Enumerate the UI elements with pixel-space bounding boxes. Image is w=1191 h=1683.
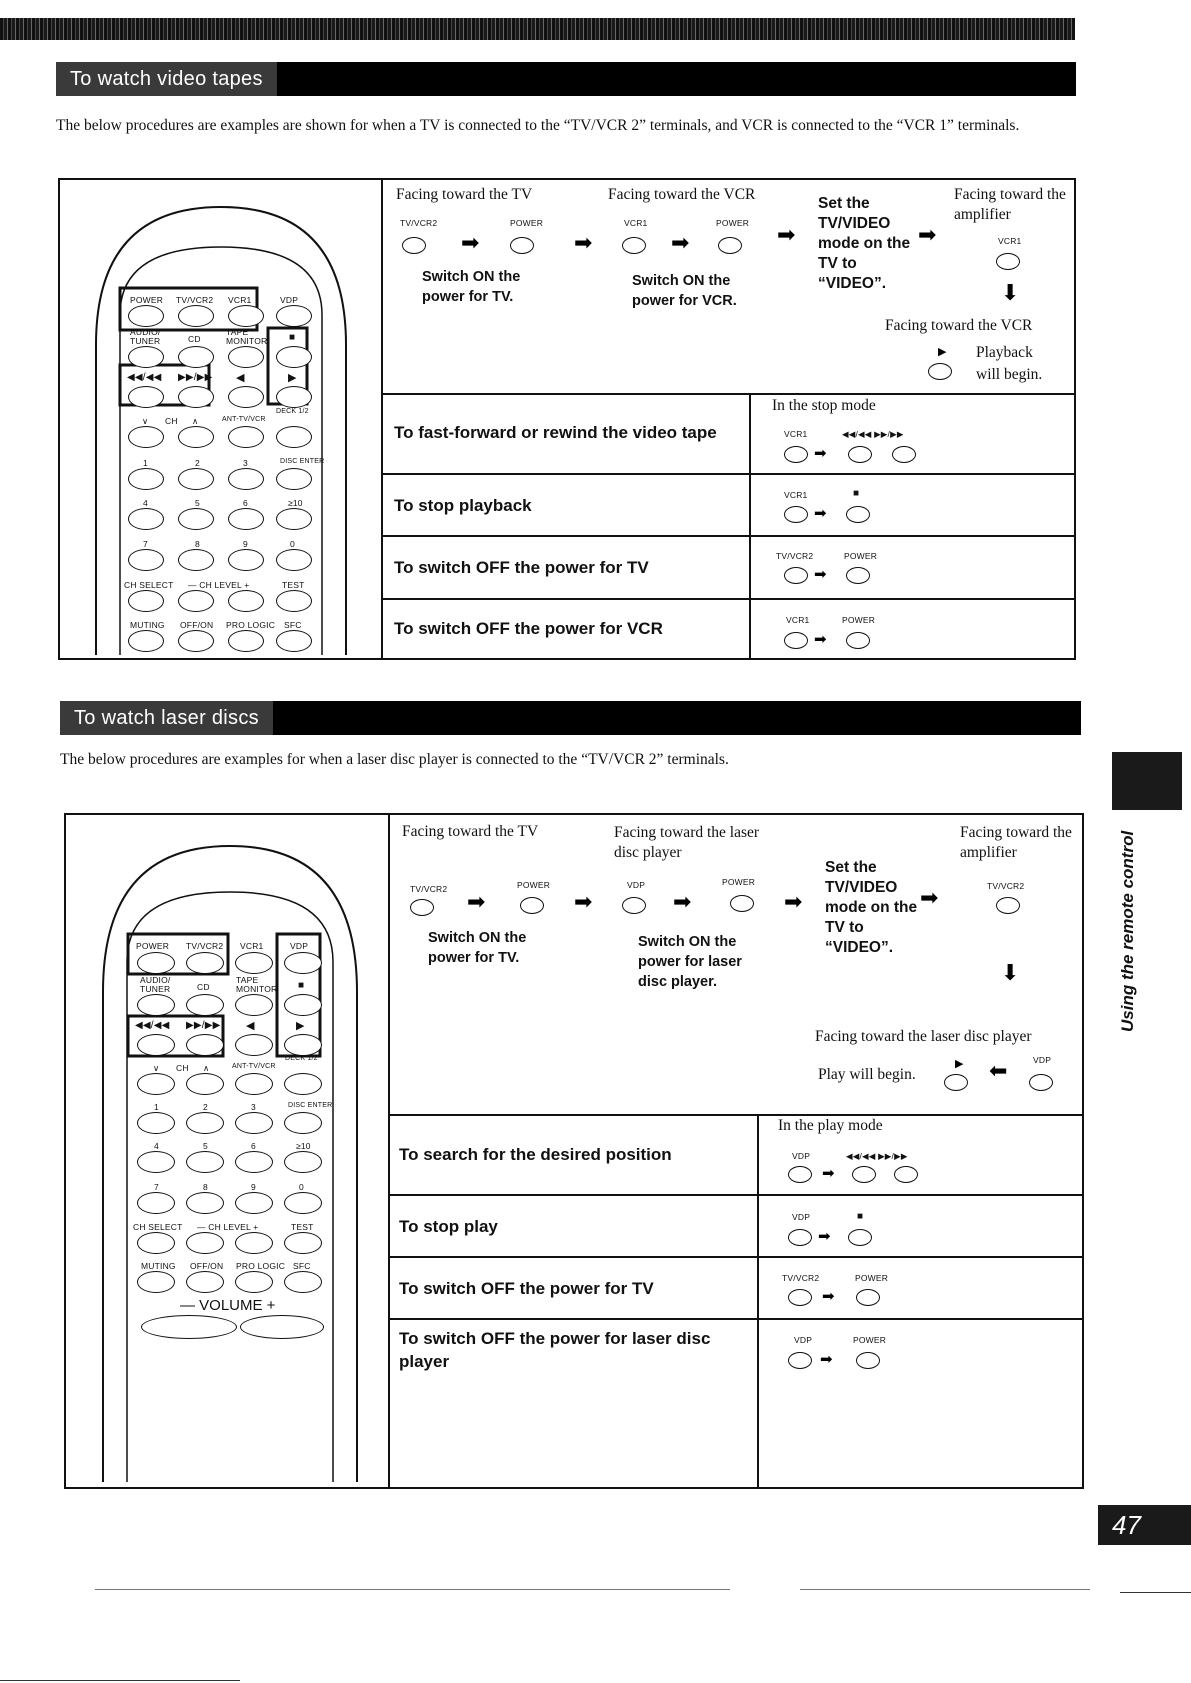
footer-rule bbox=[95, 1589, 730, 1590]
channel-down-key[interactable] bbox=[137, 1073, 175, 1095]
digit-0-key[interactable] bbox=[284, 1192, 322, 1214]
remote-key-label: CH SELECT bbox=[133, 1222, 183, 1232]
remote-key-label: VDP bbox=[290, 941, 309, 951]
remote-key-label: 5 bbox=[195, 498, 200, 508]
remote-key-label: 2 bbox=[203, 1102, 208, 1112]
power-button[interactable] bbox=[856, 1352, 880, 1369]
ch-select-key[interactable] bbox=[128, 590, 164, 612]
remote-key-label: DECK 1/2 bbox=[276, 408, 309, 415]
ant-tv-vcr-key[interactable] bbox=[235, 1073, 273, 1095]
remote-key-label: CH bbox=[176, 1063, 189, 1073]
vcr1-button[interactable] bbox=[996, 253, 1020, 270]
remote-key-label: SFC bbox=[293, 1261, 311, 1271]
power-button[interactable] bbox=[846, 632, 870, 649]
ch-level-down-key[interactable] bbox=[186, 1232, 224, 1254]
tv-vcr2-key[interactable] bbox=[178, 305, 214, 327]
stop-icon: ■ bbox=[289, 332, 296, 343]
button-label: POWER bbox=[510, 218, 544, 228]
remote-key-label: 3 bbox=[251, 1102, 256, 1112]
stop-button[interactable] bbox=[846, 506, 870, 523]
remote-key-label: PRO LOGIC bbox=[226, 620, 276, 630]
pro-logic-off-on-key[interactable] bbox=[186, 1271, 224, 1293]
fast-forward-key[interactable] bbox=[178, 386, 214, 408]
reverse-play-icon: ◀ bbox=[246, 1020, 255, 1032]
remote-key-label: ∨ bbox=[142, 416, 149, 426]
remote-key-label: 8 bbox=[203, 1182, 208, 1192]
divider bbox=[381, 535, 1076, 537]
remote-key-label: TEST bbox=[282, 580, 305, 590]
digit-4-key[interactable] bbox=[137, 1151, 175, 1173]
remote-key-label: CH SELECT bbox=[124, 580, 174, 590]
remote-key-label: VCR1 bbox=[228, 295, 252, 305]
remote-key-label: 5 bbox=[203, 1141, 208, 1151]
audio-tuner-key[interactable] bbox=[137, 994, 175, 1016]
button-label: TV/VCR2 bbox=[782, 1273, 820, 1283]
remote-key-label: 7 bbox=[143, 539, 148, 549]
vcr1-button[interactable] bbox=[784, 446, 808, 463]
section-intro: The below procedures are examples are shown for when a TV is connected to the “TV/VCR 2” terminals, and VCR is connected to the “VCR 1” terminals. bbox=[56, 117, 1020, 134]
deck-key[interactable] bbox=[284, 1073, 322, 1095]
audio-tuner-key[interactable] bbox=[128, 346, 164, 368]
digit-9-key[interactable] bbox=[228, 549, 264, 571]
reverse-play-icon: ◀ bbox=[236, 372, 245, 384]
vdp-key[interactable] bbox=[284, 952, 322, 974]
arrow-right-icon: ➡ bbox=[918, 223, 937, 248]
step-heading: Facing toward the laser disc player bbox=[614, 824, 760, 861]
digit-3-key[interactable] bbox=[235, 1112, 273, 1134]
mode-note: In the stop mode bbox=[772, 397, 876, 414]
deck-key[interactable] bbox=[276, 426, 312, 448]
ten-plus-key[interactable] bbox=[284, 1151, 322, 1173]
footer-rule bbox=[1120, 1592, 1191, 1593]
test-key[interactable] bbox=[276, 590, 312, 612]
tv-vcr2-button[interactable] bbox=[402, 237, 426, 254]
vdp-button[interactable] bbox=[788, 1229, 812, 1246]
channel-up-key[interactable] bbox=[186, 1073, 224, 1095]
section-header-video-tapes bbox=[56, 62, 1076, 96]
play-icon: ▶ bbox=[938, 345, 947, 358]
remote-key-label: TAPE MONITOR bbox=[236, 975, 278, 994]
button-label: VCR1 bbox=[786, 615, 810, 625]
step-description: Switch ON the power for TV. bbox=[422, 269, 521, 305]
remote-key-label: ∧ bbox=[192, 416, 199, 426]
stop-key[interactable] bbox=[284, 994, 322, 1016]
reverse-play-key[interactable] bbox=[235, 1034, 273, 1056]
remote-key-label: 3 bbox=[243, 458, 248, 468]
remote-key-label: ≥10 bbox=[288, 498, 303, 508]
digit-1-key[interactable] bbox=[128, 468, 164, 490]
power-button[interactable] bbox=[510, 237, 534, 254]
remote-key-label: AUDIO/ TUNER bbox=[140, 975, 171, 994]
power-button[interactable] bbox=[520, 897, 544, 914]
remote-key-label: — CH LEVEL + bbox=[197, 1222, 259, 1232]
remote-key-label: ≥10 bbox=[296, 1141, 311, 1151]
play-icon: ▶ bbox=[296, 1020, 305, 1032]
remote-key-label: 4 bbox=[143, 498, 148, 508]
button-label: POWER bbox=[716, 218, 750, 228]
button-label: VDP bbox=[1033, 1055, 1052, 1065]
step-heading: Facing toward the laser disc player bbox=[815, 1028, 1032, 1045]
step-description: Switch ON the power for laser disc player. bbox=[638, 934, 742, 990]
button-label: VCR1 bbox=[998, 236, 1022, 246]
remote-key-label: SFC bbox=[284, 620, 302, 630]
arrow-right-icon: ➡ bbox=[574, 890, 593, 915]
remote-key-label: DECK 1/2 bbox=[285, 1055, 318, 1062]
remote-key-label: DISC ENTER bbox=[288, 1102, 333, 1109]
power-key[interactable] bbox=[128, 305, 164, 327]
volume-up-key[interactable] bbox=[240, 1315, 324, 1339]
remote-key-label: 1 bbox=[154, 1102, 159, 1112]
arrow-right-icon: ➡ bbox=[920, 886, 939, 911]
remote-key-label: CH bbox=[165, 416, 178, 426]
remote-key-label: VCR1 bbox=[240, 941, 264, 951]
arrow-right-icon: ➡ bbox=[461, 231, 480, 256]
divider bbox=[381, 178, 383, 660]
step-heading: Facing toward the amplifier bbox=[954, 186, 1066, 223]
button-label: VDP bbox=[792, 1151, 811, 1161]
step-heading: Facing toward the TV bbox=[396, 186, 533, 203]
digit-9-key[interactable] bbox=[235, 1192, 273, 1214]
step-description: Switch ON the power for VCR. bbox=[632, 273, 737, 309]
power-button[interactable] bbox=[718, 237, 742, 254]
step-description: Set the TV/VIDEO mode on the TV to “VIDEO”. bbox=[825, 859, 918, 956]
volume-label: — VOLUME + bbox=[180, 1297, 276, 1314]
row-label: To stop playback bbox=[394, 496, 532, 515]
arrow-right-icon: ➡ bbox=[820, 1350, 833, 1368]
vcr1-key[interactable] bbox=[235, 952, 273, 974]
remote-key-label: OFF/ON bbox=[180, 620, 214, 630]
row-label: To stop play bbox=[399, 1217, 498, 1236]
play-button[interactable] bbox=[944, 1074, 968, 1091]
chapter-title: Using the remote control bbox=[1118, 830, 1137, 1032]
power-button[interactable] bbox=[846, 567, 870, 584]
tv-vcr2-key[interactable] bbox=[186, 952, 224, 974]
vcr1-button[interactable] bbox=[784, 632, 808, 649]
arrow-right-icon: ➡ bbox=[822, 1287, 835, 1305]
row-label: To switch OFF the power for laser disc player bbox=[399, 1329, 711, 1371]
divider bbox=[757, 1114, 759, 1489]
row-label: To switch OFF the power for TV bbox=[399, 1279, 654, 1298]
remote-key-label: 8 bbox=[195, 539, 200, 549]
step-heading: Facing toward the amplifier bbox=[960, 824, 1072, 861]
digit-7-key[interactable] bbox=[137, 1192, 175, 1214]
fast-forward-icon: ▶▶/▶▶ bbox=[186, 1020, 221, 1031]
top-scan-bar bbox=[0, 18, 1075, 40]
play-key[interactable] bbox=[276, 386, 312, 408]
remote-key-label: 9 bbox=[243, 539, 248, 549]
play-key[interactable] bbox=[284, 1034, 322, 1056]
vdp-button[interactable] bbox=[622, 897, 646, 914]
button-label: POWER bbox=[853, 1335, 887, 1345]
button-label: POWER bbox=[517, 880, 551, 890]
remote-key-label: TV/VCR2 bbox=[186, 941, 224, 951]
remote-key-label: PRO LOGIC bbox=[236, 1261, 286, 1271]
step-description: Set the TV/VIDEO mode on the TV to “VIDEO”. bbox=[818, 195, 911, 292]
remote-key-label: POWER bbox=[130, 295, 164, 305]
rewind-key[interactable] bbox=[137, 1034, 175, 1056]
page-number: 47 bbox=[1098, 1505, 1191, 1545]
remote-key-label: ANT-TV/VCR bbox=[232, 1063, 276, 1070]
row-label: To switch OFF the power for VCR bbox=[394, 619, 663, 638]
power-key[interactable] bbox=[137, 952, 175, 974]
remote-key-label: TEST bbox=[291, 1222, 314, 1232]
cd-key[interactable] bbox=[178, 346, 214, 368]
ant-tv-vcr-key[interactable] bbox=[228, 426, 264, 448]
tv-vcr2-button[interactable] bbox=[996, 897, 1020, 914]
remote-key-label: AUDIO/ TUNER bbox=[130, 327, 161, 346]
divider bbox=[388, 1318, 1084, 1320]
footer-rule bbox=[0, 1680, 240, 1681]
step-heading: Facing toward the VCR bbox=[885, 317, 1033, 334]
step-description: Playback will begin. bbox=[976, 344, 1043, 383]
arrow-right-icon: ➡ bbox=[822, 1164, 835, 1182]
arrow-right-icon: ➡ bbox=[814, 444, 827, 462]
remote-key-label: MUTING bbox=[130, 620, 165, 630]
tv-vcr2-button[interactable] bbox=[788, 1289, 812, 1306]
step-description: Play will begin. bbox=[818, 1066, 916, 1083]
fast-forward-key[interactable] bbox=[186, 1034, 224, 1056]
tv-vcr2-button[interactable] bbox=[784, 567, 808, 584]
tv-vcr2-button[interactable] bbox=[410, 899, 434, 916]
digit-6-key[interactable] bbox=[228, 508, 264, 530]
fast-forward-icon: ▶▶/▶▶ bbox=[178, 372, 213, 383]
muting-key[interactable] bbox=[137, 1271, 175, 1293]
remote-key-label: POWER bbox=[136, 941, 170, 951]
digit-1-key[interactable] bbox=[137, 1112, 175, 1134]
muting-key[interactable] bbox=[128, 630, 164, 652]
digit-5-key[interactable] bbox=[186, 1151, 224, 1173]
section-title: To watch video tapes bbox=[56, 62, 277, 96]
channel-up-key[interactable] bbox=[178, 426, 214, 448]
remote-key-label: CD bbox=[188, 334, 201, 344]
button-label: TV/VCR2 bbox=[410, 884, 448, 894]
button-label: VDP bbox=[792, 1212, 811, 1222]
divider bbox=[381, 393, 1076, 395]
remote-key-label: — CH LEVEL + bbox=[188, 580, 250, 590]
step-description: Switch ON the power for TV. bbox=[428, 930, 527, 966]
stop-button[interactable] bbox=[848, 1229, 872, 1246]
rewind-icon: ◀◀/◀◀ bbox=[135, 1020, 170, 1031]
section-header-laser-discs bbox=[60, 701, 1081, 735]
vcr1-button[interactable] bbox=[784, 506, 808, 523]
disc-enter-key[interactable] bbox=[284, 1112, 322, 1134]
play-button[interactable] bbox=[928, 363, 952, 380]
remote-key-label: 6 bbox=[251, 1141, 256, 1151]
rewind-button[interactable] bbox=[852, 1166, 876, 1183]
arrow-right-icon: ➡ bbox=[574, 231, 593, 256]
rewind-icon: ◀◀/◀◀ bbox=[127, 372, 162, 383]
test-key[interactable] bbox=[284, 1232, 322, 1254]
channel-down-key[interactable] bbox=[128, 426, 164, 448]
arrow-down-icon: ⬇ bbox=[1001, 961, 1020, 986]
fast-forward-button[interactable] bbox=[894, 1166, 918, 1183]
arrow-right-icon: ➡ bbox=[814, 630, 827, 648]
remote-key-label: ANT-TV/VCR bbox=[222, 416, 266, 423]
digit-4-key[interactable] bbox=[128, 508, 164, 530]
ch-select-key[interactable] bbox=[137, 1232, 175, 1254]
button-label: TV/VCR2 bbox=[400, 218, 438, 228]
divider bbox=[749, 393, 751, 660]
vcr1-button[interactable] bbox=[622, 237, 646, 254]
remote-control-illustration bbox=[97, 832, 363, 1482]
vdp-button[interactable] bbox=[788, 1352, 812, 1369]
stop-icon: ■ bbox=[853, 488, 860, 499]
pro-logic-key[interactable] bbox=[228, 630, 264, 652]
digit-2-key[interactable] bbox=[178, 468, 214, 490]
remote-key-label: CD bbox=[197, 982, 210, 992]
tape-monitor-key[interactable] bbox=[228, 346, 264, 368]
ten-plus-key[interactable] bbox=[276, 508, 312, 530]
arrow-right-icon: ➡ bbox=[467, 890, 486, 915]
button-label: ◀◀/◀◀ ▶▶/▶▶ bbox=[846, 1151, 908, 1161]
power-button[interactable] bbox=[730, 895, 754, 912]
button-label: POWER bbox=[842, 615, 876, 625]
ch-level-up-key[interactable] bbox=[228, 590, 264, 612]
digit-6-key[interactable] bbox=[235, 1151, 273, 1173]
section-intro: The below procedures are examples for when a laser disc player is connected to the “TV/VCR 2” terminals. bbox=[60, 751, 729, 768]
button-label: ◀◀/◀◀ ▶▶/▶▶ bbox=[842, 429, 904, 439]
digit-0-key[interactable] bbox=[276, 549, 312, 571]
remote-key-label: 2 bbox=[195, 458, 200, 468]
vdp-key[interactable] bbox=[276, 305, 312, 327]
arrow-right-icon: ➡ bbox=[814, 565, 827, 583]
button-label: POWER bbox=[722, 877, 756, 887]
remote-key-label: 1 bbox=[143, 458, 148, 468]
sfc-key[interactable] bbox=[276, 630, 312, 652]
divider bbox=[388, 813, 390, 1489]
remote-key-label: 0 bbox=[290, 539, 295, 549]
remote-key-label: ∨ bbox=[153, 1063, 160, 1073]
button-label: TV/VCR2 bbox=[776, 551, 814, 561]
button-label: VCR1 bbox=[624, 218, 648, 228]
step-heading: Facing toward the VCR bbox=[608, 186, 756, 203]
divider bbox=[388, 1256, 1084, 1258]
remote-key-label: TAPE MONITOR bbox=[226, 327, 268, 346]
divider bbox=[381, 598, 1076, 600]
remote-key-label: MUTING bbox=[141, 1261, 176, 1271]
section-title: To watch laser discs bbox=[60, 701, 273, 735]
arrow-right-icon: ➡ bbox=[784, 890, 803, 915]
digit-2-key[interactable] bbox=[186, 1112, 224, 1134]
remote-key-label: DISC ENTER bbox=[280, 458, 325, 465]
play-icon: ▶ bbox=[955, 1057, 964, 1070]
arrow-right-icon: ➡ bbox=[777, 223, 796, 248]
remote-key-label: TV/VCR2 bbox=[176, 295, 214, 305]
tape-monitor-key[interactable] bbox=[235, 994, 273, 1016]
vdp-button[interactable] bbox=[1029, 1074, 1053, 1091]
button-label: VDP bbox=[794, 1335, 813, 1345]
remote-key-label: VDP bbox=[280, 295, 299, 305]
remote-key-label: 0 bbox=[299, 1182, 304, 1192]
button-label: POWER bbox=[855, 1273, 889, 1283]
row-label: To fast-forward or rewind the video tape bbox=[394, 423, 717, 442]
button-label: POWER bbox=[844, 551, 878, 561]
arrow-down-icon: ⬇ bbox=[1001, 281, 1020, 306]
button-label: TV/VCR2 bbox=[987, 881, 1025, 891]
ch-level-up-key[interactable] bbox=[235, 1232, 273, 1254]
digit-8-key[interactable] bbox=[178, 549, 214, 571]
arrow-right-icon: ➡ bbox=[671, 231, 690, 256]
mode-note: In the play mode bbox=[778, 1117, 883, 1134]
rewind-key[interactable] bbox=[128, 386, 164, 408]
digit-7-key[interactable] bbox=[128, 549, 164, 571]
reverse-play-key[interactable] bbox=[228, 386, 264, 408]
divider bbox=[388, 1114, 1084, 1116]
remote-key-label: OFF/ON bbox=[190, 1261, 224, 1271]
divider bbox=[381, 473, 1076, 475]
arrow-left-icon: ⬅ bbox=[989, 1059, 1008, 1084]
button-label: VCR1 bbox=[784, 490, 808, 500]
stop-key[interactable] bbox=[276, 346, 312, 368]
ch-level-down-key[interactable] bbox=[178, 590, 214, 612]
button-label: VCR1 bbox=[784, 429, 808, 439]
digit-5-key[interactable] bbox=[178, 508, 214, 530]
step-heading: Facing toward the TV bbox=[402, 823, 539, 840]
remote-key-label: 9 bbox=[251, 1182, 256, 1192]
button-label: VDP bbox=[627, 880, 646, 890]
arrow-right-icon: ➡ bbox=[673, 890, 692, 915]
stop-icon: ■ bbox=[857, 1211, 864, 1222]
vdp-button[interactable] bbox=[788, 1166, 812, 1183]
stop-icon: ■ bbox=[298, 980, 305, 991]
fast-forward-button[interactable] bbox=[892, 446, 916, 463]
digit-8-key[interactable] bbox=[186, 1192, 224, 1214]
volume-down-key[interactable] bbox=[141, 1315, 237, 1339]
remote-key-label: 7 bbox=[154, 1182, 159, 1192]
digit-3-key[interactable] bbox=[228, 468, 264, 490]
vcr1-key[interactable] bbox=[228, 305, 264, 327]
arrow-right-icon: ➡ bbox=[814, 504, 827, 522]
remote-key-label: ∧ bbox=[203, 1063, 210, 1073]
row-label: To search for the desired position bbox=[399, 1145, 672, 1164]
remote-key-label: 6 bbox=[243, 498, 248, 508]
play-icon: ▶ bbox=[288, 372, 297, 384]
cd-key[interactable] bbox=[186, 994, 224, 1016]
remote-key-label: 4 bbox=[154, 1141, 159, 1151]
row-label: To switch OFF the power for TV bbox=[394, 558, 649, 577]
pro-logic-key[interactable] bbox=[235, 1271, 273, 1293]
disc-enter-key[interactable] bbox=[276, 468, 312, 490]
divider bbox=[388, 1194, 1084, 1196]
footer-rule bbox=[800, 1589, 1090, 1590]
sfc-key[interactable] bbox=[284, 1271, 322, 1293]
pro-logic-off-on-key[interactable] bbox=[178, 630, 214, 652]
arrow-right-icon: ➡ bbox=[818, 1227, 831, 1245]
chapter-tab bbox=[1112, 752, 1182, 810]
rewind-button[interactable] bbox=[848, 446, 872, 463]
power-button[interactable] bbox=[856, 1289, 880, 1306]
